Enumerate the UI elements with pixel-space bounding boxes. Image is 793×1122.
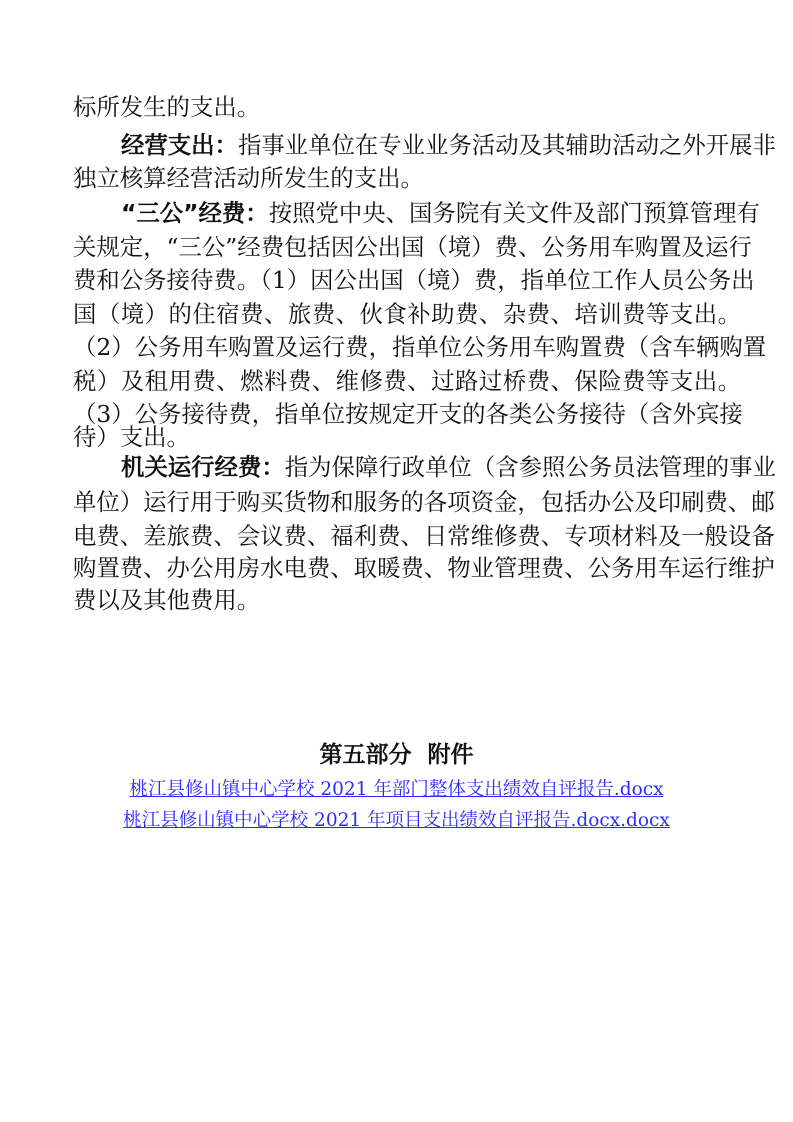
paragraph-line: 关规定，“三公”经费包括因公出国（境）费、公务用车购置及运行: [73, 233, 752, 261]
paragraph-line: 国（境）的住宿费、旅费、伙食补助费、杂费、培训费等支出。: [73, 300, 741, 328]
paragraph-operating-expenses: [121, 130, 776, 160]
paragraph-agency-operating-funds: [121, 452, 776, 482]
paragraph-line: 税）及租用费、燃料费、维修费、过路过桥费、保险费等支出。: [73, 367, 741, 395]
paragraph-line: （3）公务接待费，指单位按规定开支的各类公务接待（含外宾接: [73, 400, 743, 428]
paragraph-text: 按照党中央、国务院有关文件及部门预算管理有: [268, 199, 760, 227]
attachment-link-project-report[interactable]: 桃江县修山镇中心学校 2021 年项目支出绩效自评报告.docx.docx: [123, 810, 670, 831]
section-heading: 第五部分 附件: [319, 742, 474, 768]
paragraph-line: 费和公务接待费。（1）因公出国（境）费，指单位工作人员公务出: [73, 266, 755, 294]
term-label: “三公”经费：: [121, 199, 269, 227]
paragraph-line: （2）公务用车购置及运行费，指单位公务用车购置费（含车辆购置: [73, 333, 767, 361]
paragraph-three-public-expenses: [121, 198, 760, 228]
paragraph-line: 待）支出。: [73, 423, 190, 451]
paragraph-line: 单位）运行用于购买货物和服务的各项资金，包括办公及印刷费、邮: [73, 488, 775, 516]
paragraph-line: 购置费、办公用房水电费、取暖费、物业管理费、公务用车运行维护: [73, 554, 775, 582]
paragraph-line: 独立核算经营活动所发生的支出。: [73, 164, 424, 192]
paragraph-text: 指事业单位在专业业务活动及其辅助活动之外开展非: [237, 131, 776, 159]
term-label: 经营支出：: [121, 131, 238, 159]
paragraph-line: 标所发生的支出。: [73, 93, 261, 121]
paragraph-line: 电费、差旅费、会议费、福利费、日常维修费、专项材料及一般设备: [73, 522, 775, 550]
paragraph-text: 指为保障行政单位（含参照公务员法管理的事业: [284, 453, 776, 481]
term-label: 机关运行经费：: [121, 453, 285, 481]
paragraph-line: 费以及其他费用。: [73, 586, 261, 614]
attachment-link-overall-report[interactable]: 桃江县修山镇中心学校 2021 年部门整体支出绩效自评报告.docx: [129, 779, 664, 800]
